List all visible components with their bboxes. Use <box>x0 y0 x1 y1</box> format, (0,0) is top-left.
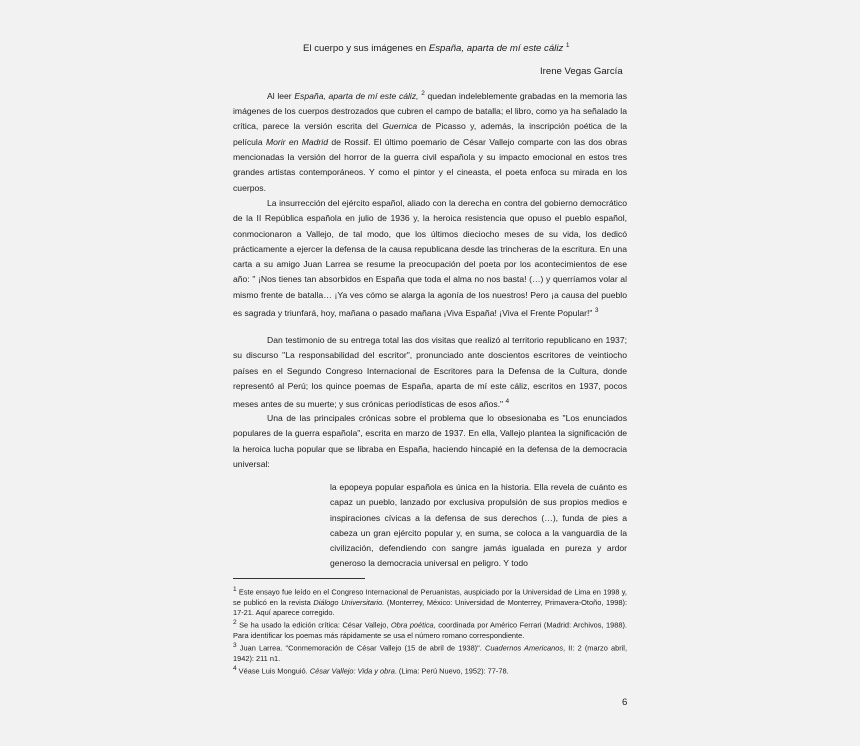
footnote-divider <box>233 578 365 579</box>
footnotes <box>233 585 627 677</box>
paragraph: Una de las principales crónicas sobre el problema que lo obsesionaba es "Los enunciados populares de la guerra española", escrita en marzo de 1937. En ella, Vallejo plantea la significación de la heroica lucha popular que se libraba en España, haciendo hincapié en la defensa de la democracia universal: <box>233 413 627 469</box>
page-number: 6 <box>622 697 628 708</box>
paragraph: Al leer España, aparta de mí este cáliz, $^2$ quedan indeleblemente grabadas en la memoria las imágenes de los cuerpos destrozados que cubren el campo de batalla; el libro, como ya ha señalado la crítica, parece la versión escrita del Guernica de Picasso y, además, la inscripción poética de la película Morir en Madrid de Rossif. El último poemario de César Vallejo comparte con las dos obras mencionadas la versión del horror de la guerra civil española y su impacto emocional en estos tres grandes artistas contemporáneos. Y como el pintor y el cineasta, el poeta enfoca su mirada en los cuerpos. <box>233 90 628 193</box>
paragraph: Dan testimonio de su entrega total las dos visitas que realizó al territorio republicano en 1937; su discurso "La responsabilidad del escritor", pronunciado ante doscientos escritores de veintiocho países en el Segundo Congreso Internacional de Escritores para la Defensa de la Cultura, donde representó al Perú; los quince poemas de España, aparta de mí este cáliz, escritos en 1937, pocos meses antes de su muerte; y sus crónicas periodísticas de esos años." $^4$ <box>233 335 627 410</box>
paragraph: La insurrección del ejército español, aliado con la derecha en contra del gobierno democrático de la II República española en julio de 1936 y, la heroica resistencia que opuso el pueblo español, conmocionaron a Vallejo, de tal modo, que los últimos dieciocho meses de su vida, los dedicó prácticamente a ejercer la defensa de la causa republicana desde las trincheras de la escritura. En una carta a su amigo Juan Larrea se resume la preocupación del poeta por los acontecimientos de ese año: " ¡Nos tienes tan absorbidos en España que toda el alma no nos basta! (…) y querríamos volar al mismo frente de batalla… ¡Ya ves cómo se alarga la agonía de los nuestros! Pero ¡a causa del pueblo es sagrada y triunfará, hoy, mañana o pasado mañana ¡Viva España! ¡Viva el Frente Popular!" $^3$ <box>233 198 627 318</box>
footnote: $^4$ Véase Luis Monguió. César Vallejo: Vida y obra. (Lima: Perú Nuevo, 1952): 77-78. <box>233 664 509 676</box>
footnote: $^1$ Este ensayo fue leído en el Congreso Internacional de Peruanistas, auspiciado por la Universidad de Lima en 1998 y, se publicó en la revista Diálogo Universitario. (Monterrey, México: Universidad de Monterrey, Primavera-Otoño, 1998): 17-21. Aquí aparece corregido. <box>233 586 628 617</box>
footnote: $^2$ Se ha usado la edición crítica: César Vallejo, Obra poética, coordinada por Américo Ferrari (Madrid: Archivos, 1988). Para identificar los poemas más rápidamente se usa el número romano correspondiente. <box>233 619 627 640</box>
footnote-ref: 4 <box>505 398 510 406</box>
footnote-ref: 2 <box>421 90 425 97</box>
footnote: $^3$ Juan Larrea. "Conmemoración de César Vallejo (15 de abril de 1938)". Cuadernos Americanos, II: 2 (marzo abril, 1942): 211 n1. <box>233 641 627 663</box>
author-name: Irene Vegas García <box>540 66 623 77</box>
article-title: El cuerpo y sus imágenes en España, aparta de mí este cáliz $^1$ <box>303 42 570 55</box>
footnote-ref: 3 <box>594 307 599 315</box>
footnote-ref: 1 <box>565 42 570 49</box>
block-quote: la epopeya popular española es única en la historia. Ella revela de cuánto es capaz un pueblo, lanzado por exclusiva propulsión de sus propios medios e inspiraciones cívicas a la defensa de sus derechos (…), funda de pies a cabeza un gran ejército popular y, en suma, se coloca a la vanguardia de la civilización, defendiendo con sangre jamás igualada en pureza y ardor generoso la democracia universal en peligro. Y todo <box>330 482 627 569</box>
